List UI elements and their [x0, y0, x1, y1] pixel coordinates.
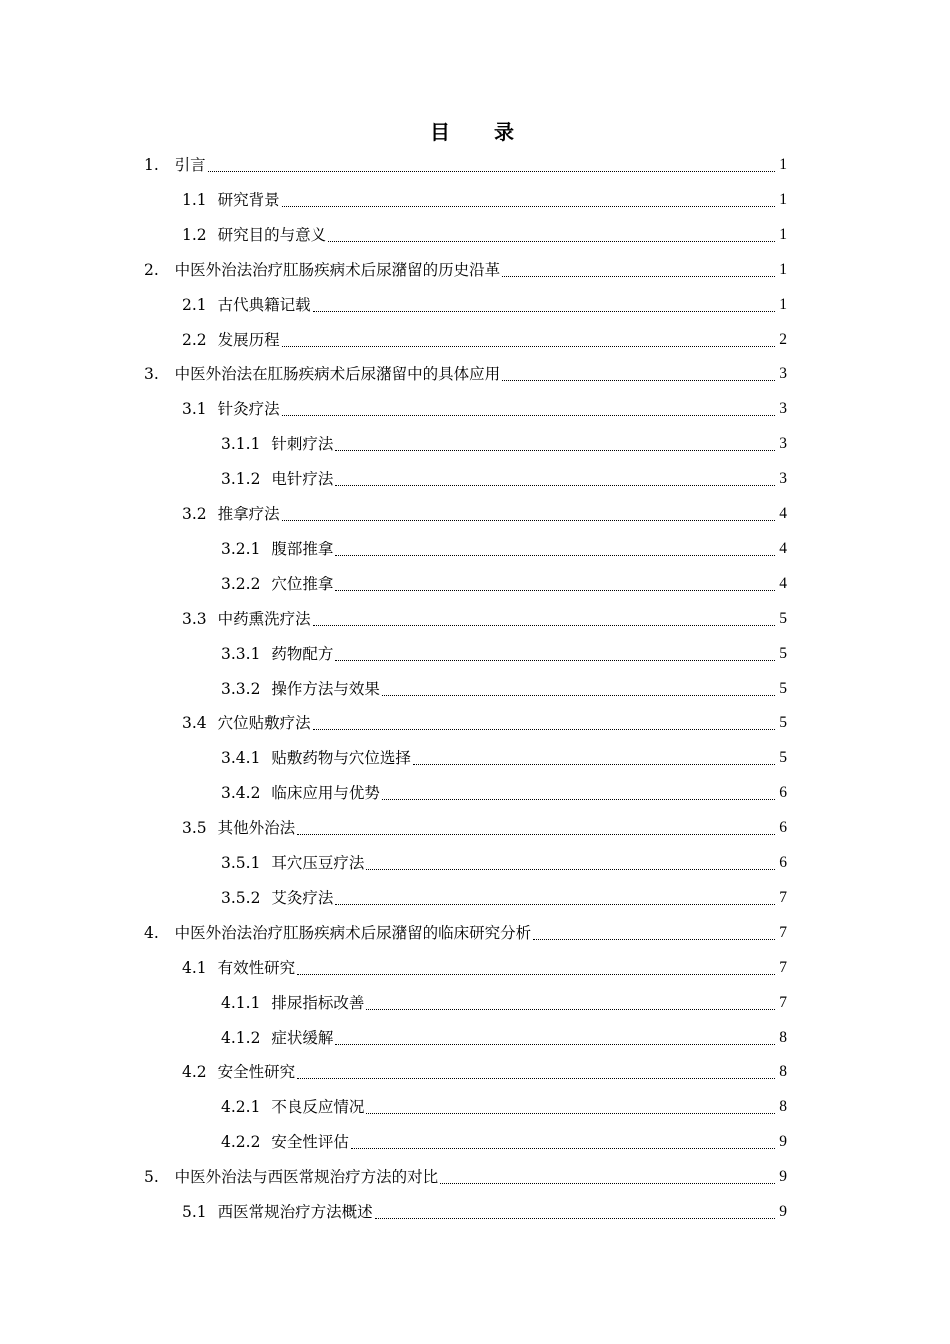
toc-leader-dots	[502, 380, 775, 381]
toc-entry-number: 3.2.1	[221, 539, 266, 558]
toc-entry-title: 针刺疗法	[271, 435, 334, 454]
toc-leader-dots	[335, 660, 775, 661]
toc-entry-title: 穴位贴敷疗法	[217, 714, 311, 733]
toc-leader-dots	[328, 241, 775, 242]
toc-leader-dots	[282, 346, 775, 347]
toc-entry-title: 古代典籍记载	[217, 295, 311, 314]
toc-leader-dots	[375, 1218, 775, 1219]
toc-entry[interactable]	[221, 741, 787, 775]
toc-leader-dots	[335, 904, 775, 905]
toc-entry-number: 1.1	[182, 190, 212, 209]
toc-leader-dots	[413, 764, 775, 765]
toc-entry[interactable]	[144, 148, 787, 182]
toc-leader-dots	[282, 415, 775, 416]
toc-leader-dots	[366, 869, 775, 870]
toc-entry[interactable]	[182, 288, 787, 322]
toc-entry-page: 7	[779, 958, 787, 976]
toc-entry-number: 3.2	[182, 505, 212, 523]
toc-entry-number: 3.1	[182, 400, 212, 419]
toc-entry-title: 引言	[174, 156, 206, 174]
toc-entry-number: 2.1	[182, 295, 212, 314]
toc-entry-number: 3.4.2	[221, 784, 266, 803]
toc-entry[interactable]	[221, 881, 787, 915]
toc-entry-page: 4	[779, 539, 787, 557]
toc-entry[interactable]	[182, 1055, 787, 1089]
toc-entry-number: 3.4	[182, 714, 212, 733]
toc-leader-dots	[297, 974, 775, 975]
toc-leader-dots	[533, 939, 775, 940]
toc-entry-page: 9	[779, 1133, 787, 1151]
toc-entry[interactable]	[182, 602, 787, 636]
toc-leader-dots	[208, 171, 775, 172]
toc-leader-dots	[282, 520, 775, 521]
toc-entry-title: 其他外治法	[217, 819, 296, 838]
toc-entry-page: 6	[779, 784, 787, 802]
toc-leader-dots	[313, 311, 775, 312]
toc-entry-title: 电针疗法	[271, 470, 334, 489]
toc-entry-title: 有效性研究	[217, 958, 296, 977]
toc-entry-title: 排尿指标改善	[271, 993, 365, 1012]
toc-entry-page: 3	[779, 400, 787, 418]
toc-entry-title: 安全性评估	[271, 1133, 349, 1152]
toc-entry-page: 1	[779, 156, 787, 173]
toc-leader-dots	[382, 799, 775, 800]
toc-entry[interactable]	[221, 672, 787, 706]
toc-leader-dots	[297, 1078, 775, 1079]
toc-entry[interactable]	[182, 811, 787, 845]
toc-entry-title: 中药熏洗疗法	[217, 609, 311, 628]
toc-entry-title: 发展历程	[217, 330, 280, 349]
toc-entry[interactable]	[182, 1195, 787, 1229]
toc-leader-dots	[440, 1183, 775, 1184]
toc-entry-number: 2.	[144, 260, 169, 279]
toc-entry-page: 5	[779, 679, 787, 697]
toc-entry[interactable]	[221, 462, 787, 496]
toc-entry-number: 2.2	[182, 330, 212, 349]
toc-entry-number: 4.1.1	[221, 993, 266, 1012]
toc-entry-page: 9	[779, 1168, 787, 1186]
toc-entry-number: 4.2.1	[221, 1098, 266, 1117]
toc-entry-number: 3.3	[182, 609, 212, 628]
toc-entry[interactable]	[144, 253, 787, 287]
toc-entry-title: 耳穴压豆疗法	[271, 854, 365, 872]
toc-entry[interactable]	[221, 846, 787, 880]
toc-entry-page: 5	[779, 714, 787, 732]
toc-entry-title: 操作方法与效果	[271, 679, 380, 698]
toc-leader-dots	[297, 834, 775, 835]
toc-entry[interactable]	[221, 1090, 787, 1124]
toc-entry[interactable]	[182, 183, 787, 217]
toc-entry[interactable]	[182, 323, 787, 357]
toc-entry-page: 4	[779, 505, 787, 522]
toc-entry-number: 5.	[144, 1168, 169, 1187]
toc-entry-title: 临床应用与优势	[271, 784, 380, 803]
toc-leader-dots	[502, 276, 775, 277]
toc-entry-title: 药物配方	[271, 644, 334, 663]
toc-entry[interactable]	[144, 357, 787, 391]
toc-leader-dots	[382, 695, 775, 696]
toc-entry-title: 针灸疗法	[217, 400, 280, 419]
toc-entry[interactable]	[221, 1125, 787, 1159]
toc-entry-page: 1	[779, 260, 787, 278]
toc-leader-dots	[335, 590, 775, 591]
toc-entry-page: 6	[779, 854, 787, 871]
toc-leader-dots	[335, 485, 775, 486]
toc-entry-title: 中医外治法在肛肠疾病术后尿潴留中的具体应用	[174, 365, 501, 384]
toc-entry-page: 5	[779, 749, 787, 767]
toc-entry-page: 9	[779, 1203, 787, 1220]
toc-entry-page: 7	[779, 993, 787, 1011]
toc-entry[interactable]	[221, 567, 787, 601]
toc-entry[interactable]	[182, 497, 787, 531]
toc-entry-title: 中医外治法治疗肛肠疾病术后尿潴留的临床研究分析	[174, 923, 532, 942]
toc-entry-title: 中医外治法与西医常规治疗方法的对比	[174, 1168, 439, 1187]
toc-entry[interactable]	[221, 532, 787, 566]
toc-entry-page: 3	[779, 470, 787, 488]
toc-entry[interactable]	[221, 637, 787, 671]
toc-leader-dots	[366, 1113, 775, 1114]
toc-entry-title: 穴位推拿	[271, 574, 334, 593]
toc-leader-dots	[313, 625, 775, 626]
toc-entry-title: 腹部推拿	[271, 539, 334, 558]
toc-entry-number: 4.2.2	[221, 1133, 266, 1152]
toc-entry-title: 研究目的与意义	[217, 225, 327, 244]
toc-entry-title: 中医外治法治疗肛肠疾病术后尿潴留的历史沿革	[174, 260, 501, 279]
toc-leader-dots	[282, 206, 775, 207]
toc-entry-number: 3.5.2	[221, 888, 266, 907]
toc-entry-title: 推拿疗法	[217, 505, 280, 523]
toc-entry-page: 8	[779, 1028, 787, 1046]
toc-entry-number: 3.1.1	[221, 435, 266, 454]
toc-entry-number: 1.2	[182, 225, 212, 244]
toc-entry-number: 4.1.2	[221, 1028, 266, 1047]
toc-entry-number: 4.1	[182, 958, 212, 977]
toc-entry-number: 3.3.2	[221, 679, 266, 698]
toc-entry-number: 5.1	[182, 1203, 212, 1221]
toc-entry[interactable]	[182, 706, 787, 740]
toc-entry-page: 6	[779, 819, 787, 837]
toc-leader-dots	[335, 450, 775, 451]
toc-entry-number: 3.2.2	[221, 574, 266, 593]
toc-leader-dots	[366, 1009, 775, 1010]
toc-entry-number: 3.4.1	[221, 749, 266, 768]
toc-entry[interactable]	[144, 916, 787, 950]
toc-entry-page: 1	[779, 295, 787, 313]
toc-leader-dots	[335, 1044, 775, 1045]
toc-entry-title: 安全性研究	[217, 1063, 296, 1082]
toc-entry[interactable]	[182, 951, 787, 985]
toc-leader-dots	[351, 1148, 775, 1149]
toc-entry-title: 研究背景	[217, 190, 280, 209]
toc-entry-title: 贴敷药物与穴位选择	[271, 749, 411, 768]
toc-entry-page: 3	[779, 435, 787, 453]
toc-entry-number: 3.1.2	[221, 470, 266, 489]
toc-entry-page: 8	[779, 1063, 787, 1081]
toc-entry-number: 3.	[144, 365, 169, 384]
toc-entry-page: 8	[779, 1098, 787, 1116]
toc-entry[interactable]	[221, 1021, 787, 1055]
toc-entry-page: 7	[779, 888, 787, 906]
toc-entry-number: 3.5.1	[221, 854, 266, 872]
toc-entry-page: 1	[779, 225, 787, 243]
toc-entry[interactable]	[182, 218, 787, 252]
toc-entry-number: 3.5	[182, 819, 212, 838]
toc-entry-title: 艾灸疗法	[271, 888, 334, 907]
toc-leader-dots	[335, 555, 775, 556]
toc-leader-dots	[313, 729, 775, 730]
toc-entry[interactable]	[221, 776, 787, 810]
toc-entry-page: 7	[779, 923, 787, 941]
toc-entry-number: 4.2	[182, 1063, 212, 1082]
toc-entry-page: 1	[779, 190, 787, 208]
toc-entry-title: 西医常规治疗方法概述	[217, 1203, 373, 1221]
toc-entry-page: 5	[779, 644, 787, 662]
toc-entry-number: 3.3.1	[221, 644, 266, 663]
toc-entry-number: 1.	[144, 156, 169, 174]
toc-entry[interactable]	[221, 986, 787, 1020]
toc-entry[interactable]	[182, 392, 787, 426]
toc-entry-page: 4	[779, 574, 787, 592]
toc-title: 目 录	[430, 120, 526, 144]
toc-entry-page: 5	[779, 609, 787, 627]
toc-entry[interactable]	[221, 427, 787, 461]
toc-entry-title: 症状缓解	[271, 1028, 334, 1047]
toc-entry-page: 3	[779, 365, 787, 383]
toc-entry-number: 4.	[144, 923, 169, 942]
toc-entry-title: 不良反应情况	[271, 1098, 365, 1117]
toc-entry-page: 2	[779, 330, 787, 348]
toc-entry[interactable]	[144, 1160, 787, 1194]
